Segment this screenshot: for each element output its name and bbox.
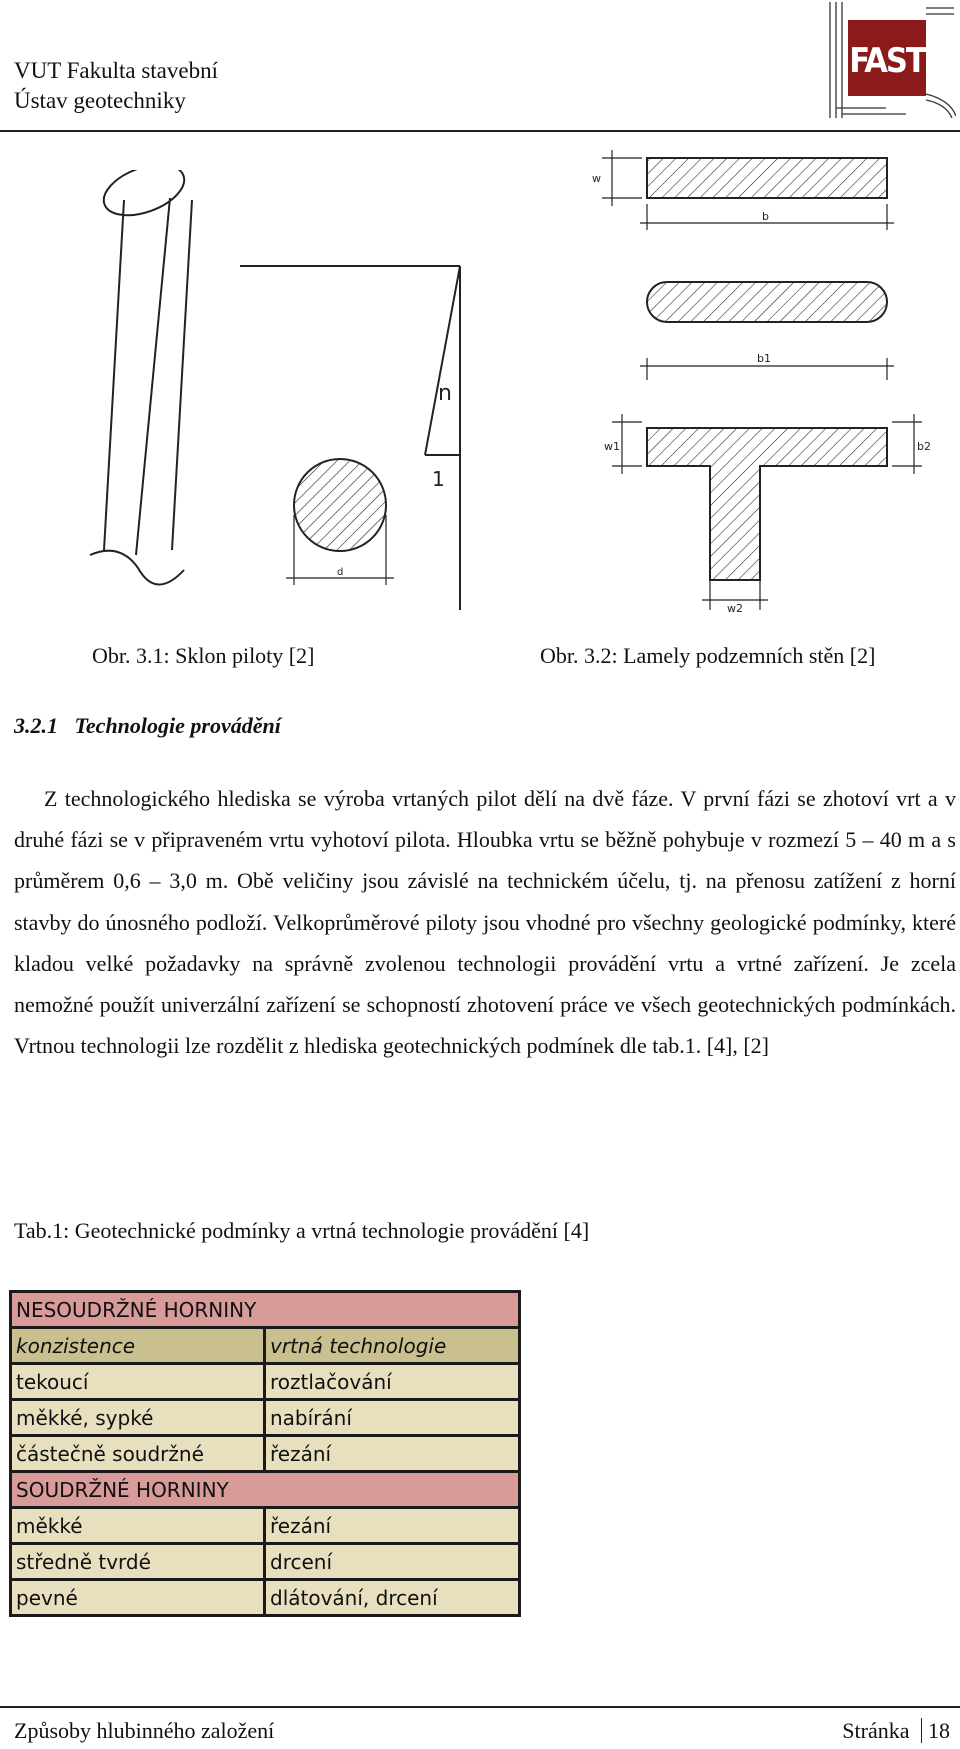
cell-technology: řezání xyxy=(265,1436,520,1472)
section-number: 3.2.1 xyxy=(14,713,58,738)
footer-page-label: Stránka xyxy=(842,1718,910,1743)
pile-section-circle xyxy=(294,459,386,551)
table-row xyxy=(11,1580,520,1616)
table-row xyxy=(11,1400,520,1436)
header-institution: VUT Fakulta stavební xyxy=(14,58,218,83)
cell-technology: drcení xyxy=(265,1544,520,1580)
cell-consistency: tekoucí xyxy=(11,1364,265,1400)
table-row xyxy=(11,1436,520,1472)
cell-consistency: středně tvrdé xyxy=(11,1544,265,1580)
label-n: n xyxy=(438,381,452,406)
column-header-consistency: konzistence xyxy=(11,1328,265,1364)
cell-consistency: pevné xyxy=(11,1580,265,1616)
body-text xyxy=(14,778,956,1066)
geotechnical-table xyxy=(9,1290,521,1617)
label-1: 1 xyxy=(432,467,445,491)
label-b2: b2 xyxy=(917,440,931,453)
cell-consistency: měkké xyxy=(11,1508,265,1544)
rect-panel xyxy=(647,158,887,198)
diaphragm-panels-figure xyxy=(592,140,932,620)
section-title: Technologie provádění xyxy=(74,713,281,738)
table-row xyxy=(11,1364,520,1400)
footer-rule xyxy=(0,1706,960,1708)
fast-logo xyxy=(826,0,956,120)
label-w: w xyxy=(592,172,601,185)
footer-page xyxy=(842,1718,950,1744)
cell-technology: dlátování, drcení xyxy=(265,1580,520,1616)
label-b1: b1 xyxy=(757,352,771,365)
label-d: d xyxy=(337,567,344,578)
t-panel xyxy=(647,428,887,580)
group-header-cohesive: SOUDRŽNÉ HORNINY xyxy=(11,1472,520,1508)
cell-technology: roztlačování xyxy=(265,1364,520,1400)
header-department: Ústav geotechniky xyxy=(14,88,186,113)
logo-text: FAST xyxy=(849,41,925,81)
cell-technology: řezání xyxy=(265,1508,520,1544)
header-rule xyxy=(0,130,960,132)
label-b: b xyxy=(762,210,769,223)
group-header-noncohesive: NESOUDRŽNÉ HORNINY xyxy=(11,1292,520,1328)
figure-3-2-caption: Obr. 3.2: Lamely podzemních stěn [2] xyxy=(540,643,876,668)
table-row xyxy=(11,1508,520,1544)
table-row xyxy=(11,1544,520,1580)
footer-title: Způsoby hlubinného založení xyxy=(14,1718,275,1743)
label-w1: w1 xyxy=(604,440,620,453)
cell-consistency: částečně soudržné xyxy=(11,1436,265,1472)
column-header-technology: vrtná technologie xyxy=(265,1328,520,1364)
figure-3-1-caption: Obr. 3.1: Sklon piloty [2] xyxy=(92,643,315,668)
footer-page-number: 18 xyxy=(928,1718,950,1743)
paragraph: Z technologického hlediska se výroba vrtaných pilot dělí na dvě fáze. V první fázi se zhotoví vrt a v druhé fázi se v připraveném vrtu vyhotoví pilota. Hloubka vrtu se běžně pohybuje v rozmezí 5 – 40 m a s průměrem 0,6 – 3,0 m. Obě veličiny jsou závislé na technickém účelu, tj. na přenosu zatížení z horní stavby do únosného podloží. Velkoprůměrové piloty jsou vhodné pro všechny geologické podmínky, které kladou velké požadavky na správně zvolenou technologii provádění vrtu a vrtné zařízení. Je zcela nemožné použít univerzální zařízení se schopností zhotovení práce ve všech geotechnických podmínkách. Vrtnou technologii lze rozdělit z hlediska geotechnických podmínek dle tab.1. [4], [2] xyxy=(14,786,956,1059)
rounded-panel xyxy=(647,282,887,322)
cell-technology: nabírání xyxy=(265,1400,520,1436)
label-w2: w2 xyxy=(727,602,743,615)
cell-consistency: měkké, sypké xyxy=(11,1400,265,1436)
section-heading xyxy=(14,713,281,739)
pile-inclination-figure xyxy=(80,170,480,620)
table-caption: Tab.1: Geotechnické podmínky a vrtná technologie provádění [4] xyxy=(14,1218,590,1243)
